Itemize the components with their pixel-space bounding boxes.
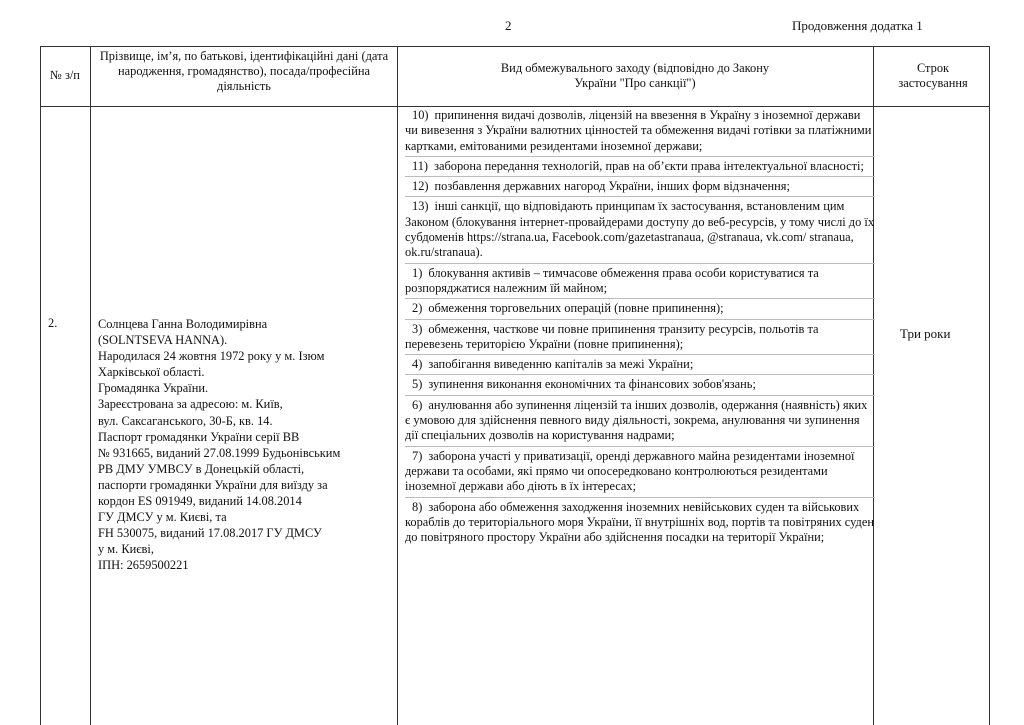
person-line: Харківської області. [98, 365, 205, 380]
person-line: Народилася 24 жовтня 1972 року у м. Ізюм [98, 349, 325, 364]
measure-text: позбавлення державних нагород України, інших форм відзначення; [434, 179, 790, 194]
term-value: Три роки [900, 326, 951, 341]
person-line: Громадянка України. [98, 381, 209, 396]
measure-item [405, 301, 875, 319]
measure-number: 1) [412, 265, 423, 280]
measure-item [405, 500, 875, 548]
person-details [98, 316, 398, 574]
measure-text: заборона участі у приватизації, оренді державного майна резидентами іноземної держави та особами, які прямо чи опосередковано контролюються резидентами іноземної держави або діють в їх інтересах; [405, 448, 855, 494]
measure-number: 6) [412, 397, 423, 412]
measure-text: обмеження, часткове чи повне припинення транзиту ресурсів, польотів та перевезень територією України (повне припинення); [405, 321, 819, 351]
column-header-number: № з/п [50, 68, 80, 82]
measure-text: обмеження торговельних операцій (повне припинення); [428, 301, 724, 316]
measure-item [405, 398, 875, 447]
continuation-label: Продовження додатка 1 [792, 18, 923, 33]
column-header-term: Строк застосування [898, 61, 968, 90]
person-line: FH 530075, виданий 17.08.2017 ГУ ДМСУ [98, 526, 322, 541]
row-number: 2. [48, 316, 58, 330]
person-line: РВ ДМУ УМВСУ в Донецькій області, [98, 461, 305, 476]
measure-text: інші санкції, що відповідають принципам їх застосування, встановленим цим Законом (блокування інтернет-провайдерами доступу до веб-ресурсів, у тому числі до їх субдоменів https://strana.ua, Facebook.com/gazetastranaua, @stranaua, vk.com/ stranaua, ok.ru/stranaua). [405, 199, 875, 260]
measure-item [405, 377, 875, 395]
column-header-person: Прізвище, ім’я, по батькові, ідентифікаційні дані (дата народження, громадянство), посада/професійна діяльність [99, 49, 389, 93]
measure-item [405, 322, 875, 356]
measure-text: запобігання виведенню капіталів за межі України; [428, 357, 694, 372]
measure-text: заборона передання технологій, прав на об’єкти права інтелектуальної власності; [434, 158, 864, 173]
measure-item [405, 199, 875, 263]
measure-item [405, 357, 875, 375]
measure-text: блокування активів – тимчасове обмеження права особи користуватися та розпоряджатися належним їй майном; [405, 265, 819, 295]
person-line: Зареєстрована за адресою: м. Київ, [98, 397, 283, 412]
measure-number: 10) [412, 108, 429, 122]
column-header-measure: Вид обмежувального заходу (відповідно до Закону України "Про санкції") [500, 61, 770, 90]
measure-number: 8) [412, 499, 423, 514]
measure-item [405, 179, 875, 197]
measure-text: заборона або обмеження заходження іноземних невійськових суден та військових кораблів до територіального моря України, її внутрішніх вод, портів та повітряних суден до повітряного простору України або здійснення посадки на території України; [405, 499, 874, 545]
sanctions-table [40, 46, 990, 725]
measures-list [405, 108, 875, 549]
measure-item [405, 449, 875, 498]
measure-item [405, 159, 875, 177]
page-number: 2 [505, 18, 512, 33]
person-line: вул. Саксаганського, 30-Б, кв. 14. [98, 413, 273, 428]
measure-number: 11) [412, 158, 429, 173]
measure-item [405, 266, 875, 300]
measure-number: 7) [412, 448, 423, 463]
measure-number: 3) [412, 321, 423, 336]
person-line: ГУ ДМСУ у м. Києві, та [98, 510, 227, 525]
person-line: Солнцева Ганна Володимирівна [98, 317, 268, 331]
measure-item [405, 108, 875, 157]
measure-number: 13) [412, 199, 429, 214]
measure-text: припинення видачі дозволів, ліцензій на ввезення в Україну з іноземної держави чи вивезення з України валютних цінностей та обмеження видачі готівки за платіжними картками, емітованими резидентами іноземної держави; [405, 108, 872, 153]
person-line: ІПН: 2659500221 [98, 558, 189, 573]
person-line: кордон ES 091949, виданий 14.08.2014 [98, 494, 302, 509]
measure-number: 2) [412, 301, 423, 316]
person-line: № 931665, виданий 27.08.1999 Будьонівським [98, 445, 341, 460]
measure-number: 4) [412, 357, 423, 372]
measure-text: зупинення виконання економічних та фінансових зобов'язань; [428, 377, 756, 392]
person-line: (SOLNTSEVA HANNA). [98, 333, 228, 348]
measure-number: 5) [412, 377, 423, 392]
person-line: у м. Києві, [98, 542, 154, 557]
measure-number: 12) [412, 179, 429, 194]
person-line: паспорти громадянки України для виїзду за [98, 477, 328, 492]
person-line: Паспорт громадянки України серії ВВ [98, 429, 300, 444]
measure-text: анулювання або зупинення ліцензій та інших дозволів, одержання (наявність) яких є умовою для здійснення певного виду діяльності, зокрема, анулювання чи зупинення дії спеціальних дозволів на користування надрами; [405, 397, 868, 443]
